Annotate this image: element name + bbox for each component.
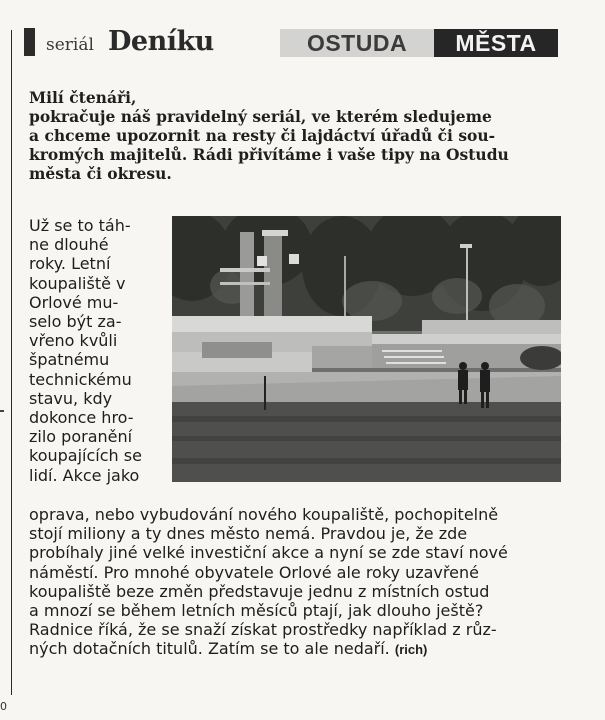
author-byline: (rich)	[394, 642, 428, 658]
article-line: koupaliště v	[29, 273, 126, 293]
intro-line: města či okresu.	[29, 164, 172, 183]
intro-paragraph	[29, 88, 569, 183]
article-line: ne dlouhé	[29, 235, 109, 255]
photo-illustration	[172, 216, 561, 482]
article-line: špatnému	[29, 350, 110, 370]
header-section-mesta: MĚSTA	[434, 29, 558, 57]
swimming-pool-photo	[172, 216, 561, 482]
article-line: oprava, nebo vybudování nového koupaliště, pochopitelně	[29, 505, 499, 524]
article-line: Orlové mu-	[29, 292, 119, 312]
article-line: koupajících se	[29, 446, 142, 466]
article-line: Už se to táh-	[29, 216, 131, 235]
article-last-line	[29, 639, 564, 659]
article-line: dokonce hro-	[29, 408, 134, 428]
article-line: a mnozí se během letních měsíců ptají, jak dlouho ještě?	[29, 601, 484, 621]
header-paper-name: Deníku	[108, 26, 214, 57]
article-wide-column	[29, 505, 564, 660]
article-line: roky. Letní	[29, 254, 111, 274]
article-narrow-column	[29, 216, 169, 485]
header-section-ostuda: OSTUDA	[280, 29, 434, 57]
intro-line: pokračuje náš pravidelný seriál, ve kterém sledujeme	[29, 107, 492, 126]
intro-line: a chceme upozornit na resty či lajdáctví úřadů či sou-	[29, 126, 496, 145]
column-rule	[11, 30, 12, 695]
article-line: stojí miliony a ty dnes město nemá. Pravdou je, že zde	[29, 524, 468, 544]
article-line: ných dotačních titulů. Zatím se to ale nedaří.	[29, 639, 390, 659]
article-line: lidí. Akce jako	[29, 465, 140, 485]
article-line: stavu, kdy	[29, 388, 113, 408]
intro-line: kromých majitelů. Rádi přivítáme i vaše tipy na Ostudu	[29, 145, 509, 164]
article-line: vřeno kvůli	[29, 331, 118, 351]
intro-line: Milí čtenáři,	[29, 88, 137, 107]
header-serial-label: seriál	[46, 35, 94, 55]
article-line: Radnice říká, že se snaží získat prostředky například z růz-	[29, 620, 497, 640]
article-line: koupaliště beze změn představuje jednu z místních ostud	[29, 581, 490, 601]
page-number: 0	[0, 700, 7, 713]
article-line: probíhaly jiné velké investiční akce a nyní se zde staví nové	[29, 543, 508, 563]
article-line: zilo poranění	[29, 427, 133, 447]
article-line: technickému	[29, 369, 132, 389]
margin-tick	[0, 410, 4, 412]
article-line: náměstí. Pro mnohé obyvatele Orlové ale roky uzavřené	[29, 562, 479, 582]
header-marker-block	[24, 28, 35, 56]
series-header	[24, 26, 558, 60]
article-line: selo být za-	[29, 312, 122, 332]
